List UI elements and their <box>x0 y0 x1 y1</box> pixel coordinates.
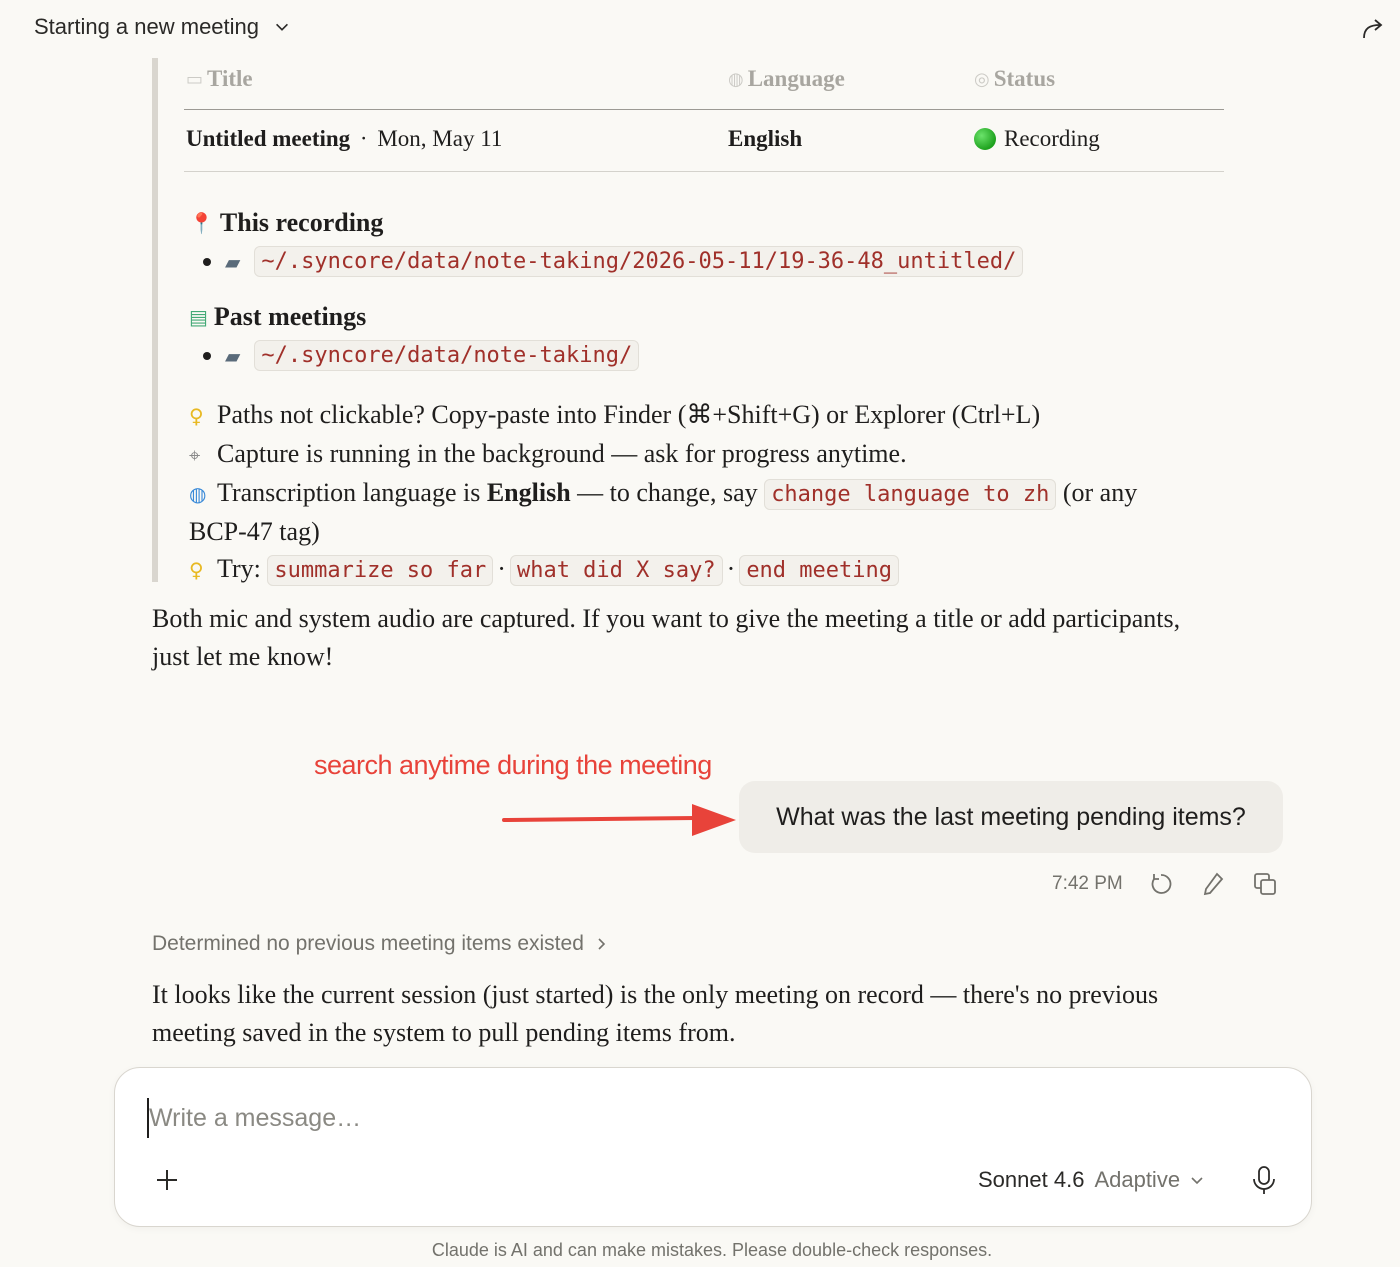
meeting-status: Recording <box>1004 126 1100 151</box>
target-icon: ◎ <box>974 68 990 90</box>
annotation-arrow-icon <box>500 796 740 844</box>
folder-icon: ▰ <box>225 249 241 274</box>
tip-capture: Capture is running in the background — ask for progress anytime. <box>217 439 907 468</box>
message-input[interactable] <box>147 1098 1247 1138</box>
share-icon[interactable] <box>1360 16 1386 42</box>
tips-block: ♀ Paths not clickable? Copy-paste into Finder (⌘+Shift+G) or Explorer (Ctrl+L) ⌖ Capture is running in the background — ask for progress anytime. ◍ Transcription language is English — to change, say change language to zh (or any BCP-47 tag) ♀ Try: summarize so far · what did X say? · end meeting <box>189 396 1179 589</box>
meta-table-row: Untitled meeting · Mon, May 11 English Recording <box>184 110 1224 172</box>
green-circle-icon <box>974 128 996 150</box>
tip-language-pre: Transcription language is <box>217 478 487 507</box>
tip-language-value: English <box>486 478 571 507</box>
assistant-reply-2: It looks like the current session (just started) is the only meeting on record — there's no previous meeting saved in the system to pull pending items from. <box>152 980 1159 1047</box>
bullet <box>203 352 211 360</box>
try-command-end-meeting[interactable]: end meeting <box>739 555 899 586</box>
recording-path[interactable]: ~/.syncore/data/note-taking/2026-05-11/19-36-48_untitled/ <box>254 246 1023 277</box>
model-selector[interactable] <box>978 1164 1204 1196</box>
annotation-label: search anytime during the meeting <box>314 750 712 780</box>
change-language-command[interactable]: change language to zh <box>764 479 1056 510</box>
add-attachment-icon[interactable] <box>151 1164 183 1196</box>
meta-table-header <box>184 58 1224 110</box>
globe-icon: ◍ <box>189 482 207 506</box>
message-actions <box>1052 866 1279 902</box>
satellite-icon: ⌖ <box>189 443 201 467</box>
conversation-title: Starting a new meeting <box>34 14 260 39</box>
user-message-bubble <box>739 781 1283 853</box>
copy-icon[interactable] <box>1251 870 1279 898</box>
try-command-what-did-x-say[interactable]: what did X say? <box>510 555 723 586</box>
header-title: Title <box>207 66 253 91</box>
microphone-icon[interactable] <box>1249 1164 1279 1196</box>
message-composer <box>114 1067 1312 1227</box>
header-status: Status <box>993 66 1056 91</box>
past-meetings-heading: Past meetings <box>213 302 367 331</box>
edit-pencil-icon[interactable] <box>1199 870 1227 898</box>
meeting-meta-table <box>184 58 1224 172</box>
header-language: Language <box>747 66 845 91</box>
user-message-text: What was the last meeting pending items? <box>776 802 1246 831</box>
model-mode: Adaptive <box>1094 1167 1181 1192</box>
assistant-reply-1: Both mic and system audio are captured. If you want to give the meeting a title or add participants, just let me know! <box>152 604 1181 671</box>
past-meetings-path[interactable]: ~/.syncore/data/note-taking/ <box>254 340 639 371</box>
tip-language-mid: — to change, say <box>570 478 765 507</box>
meeting-title: Untitled meeting <box>186 126 351 151</box>
meeting-info-blockquote <box>152 58 1232 582</box>
retry-icon[interactable] <box>1147 870 1175 898</box>
chevron-right-icon <box>594 937 608 951</box>
try-label: Try: <box>217 554 261 583</box>
lightbulb-icon: ♀ <box>189 404 204 428</box>
conversation-header <box>0 0 1400 58</box>
memo-icon: ▭ <box>186 68 204 90</box>
meeting-date: Mon, May 11 <box>377 126 503 151</box>
conversation-title-menu[interactable] <box>34 14 291 40</box>
books-icon: ▤ <box>189 305 208 329</box>
tip-language-post: (or any BCP-47 tag) <box>189 478 1138 546</box>
lightbulb-icon: ♀ <box>189 558 204 582</box>
pin-icon: 📍 <box>189 211 214 235</box>
chevron-down-icon <box>1190 1173 1204 1187</box>
thinking-summary-toggle[interactable] <box>152 932 608 956</box>
tip-paths: Paths not clickable? Copy-paste into Finder (⌘+Shift+G) or Explorer (Ctrl+L) <box>217 400 1041 429</box>
thinking-summary-text: Determined no previous meeting items existed <box>152 932 584 955</box>
model-name: Sonnet 4.6 <box>978 1167 1085 1192</box>
meeting-language: English <box>728 126 803 151</box>
bullet <box>203 258 211 266</box>
chevron-down-icon <box>273 18 291 36</box>
this-recording-section <box>189 208 1023 277</box>
folder-icon: ▰ <box>225 343 241 368</box>
past-meetings-section <box>189 302 639 371</box>
globe-icon: ◍ <box>728 68 744 90</box>
message-timestamp: 7:42 PM <box>1052 873 1123 894</box>
this-recording-heading: This recording <box>219 208 384 237</box>
try-command-summarize[interactable]: summarize so far <box>267 555 493 586</box>
disclaimer-text: Claude is AI and can make mistakes. Please double-check responses. <box>431 1240 993 1260</box>
